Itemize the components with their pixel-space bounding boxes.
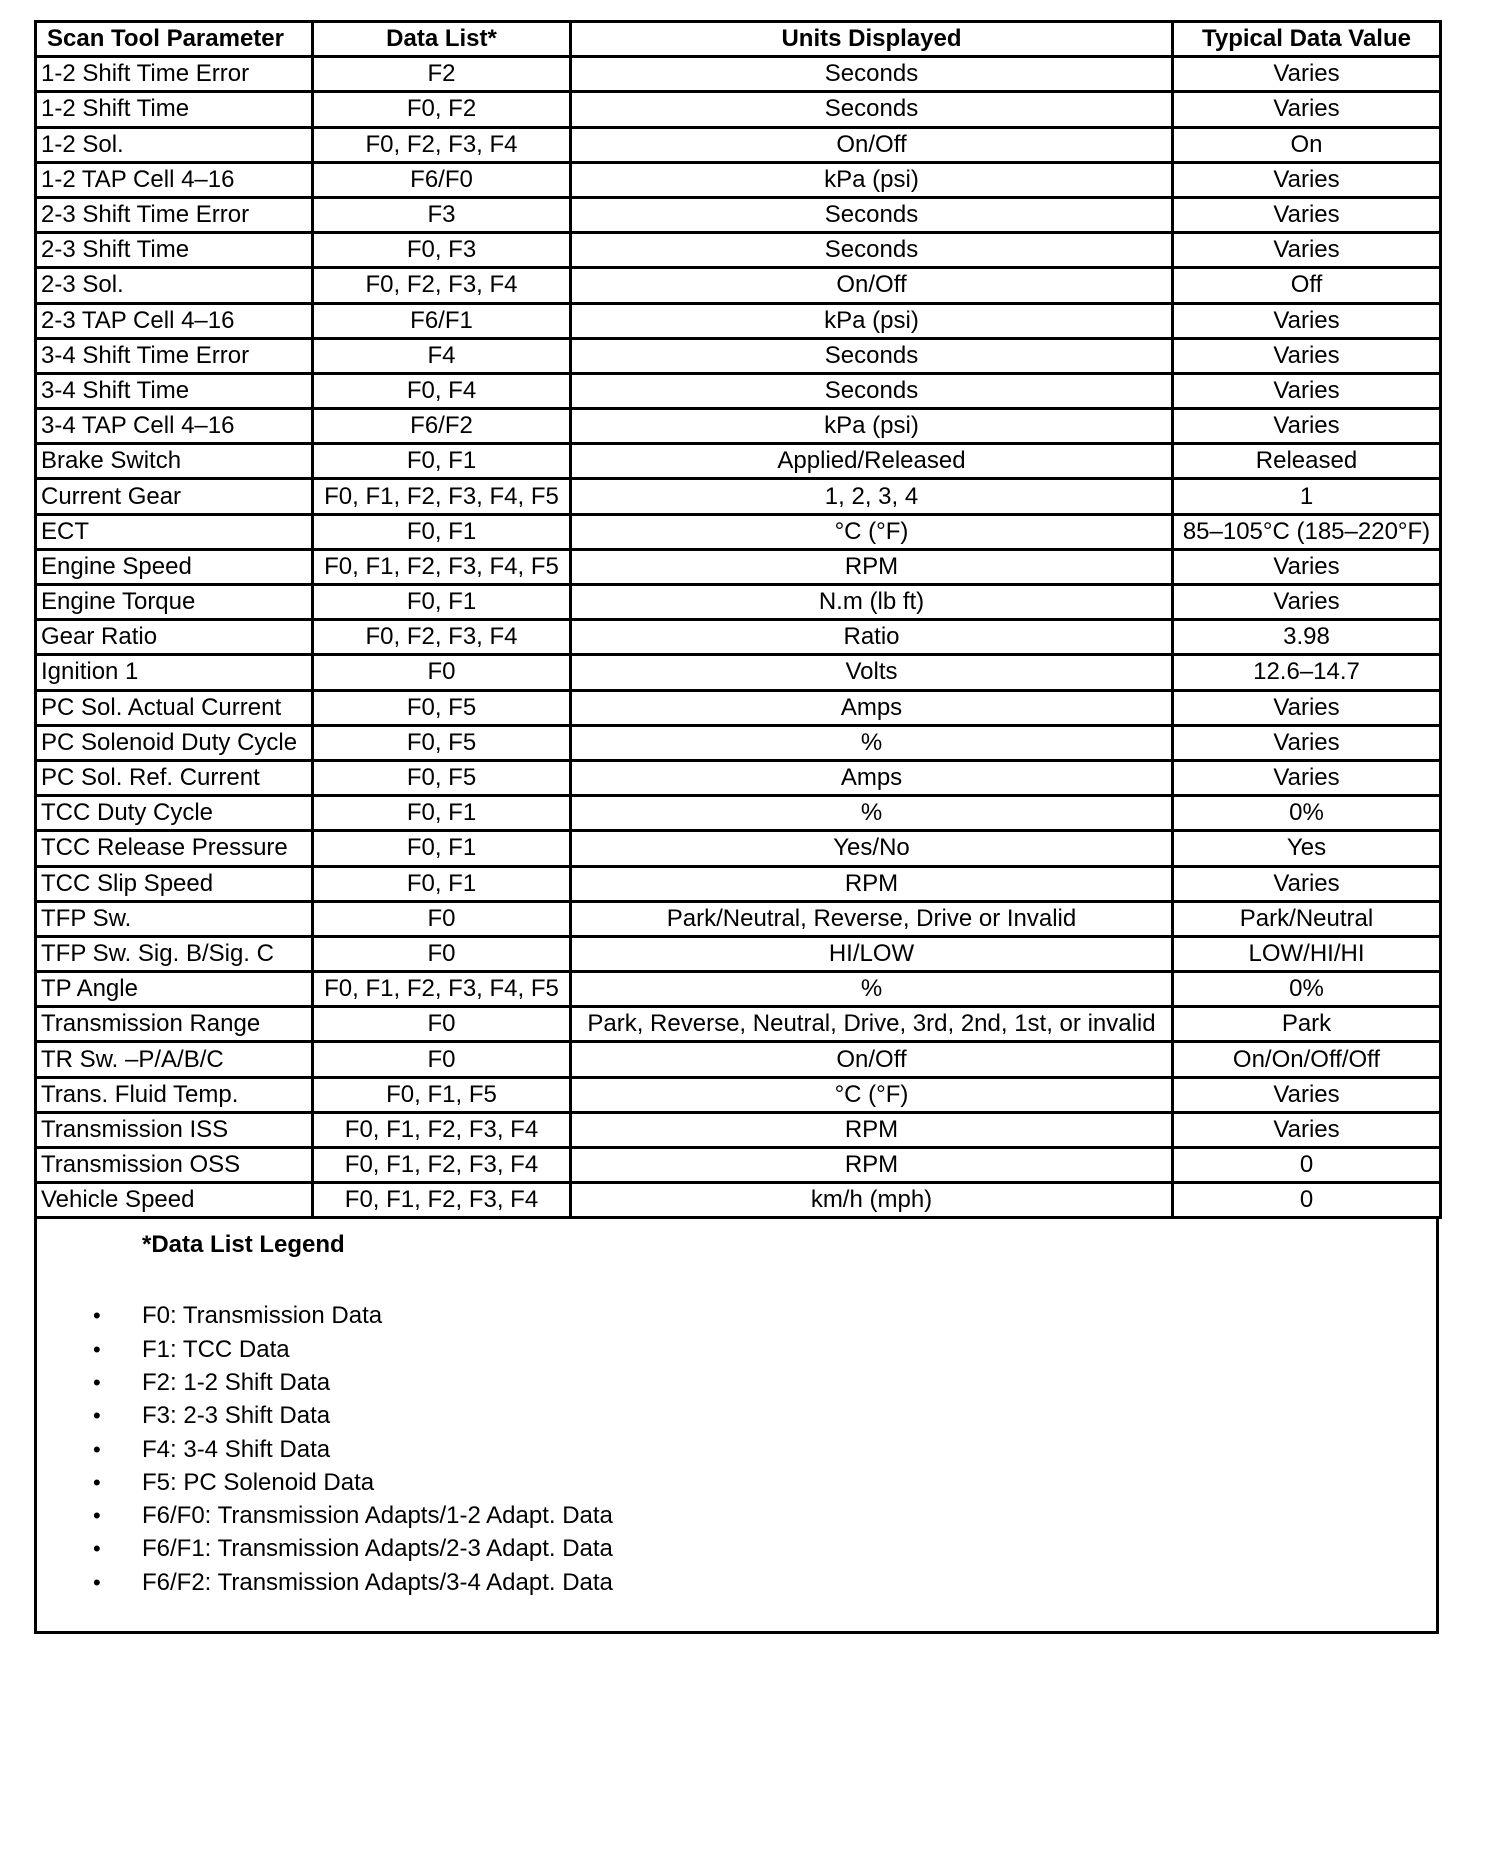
data-list-cell: F0, F5 (313, 690, 571, 725)
legend-item-text: F4: 3-4 Shift Data (142, 1435, 331, 1463)
bullet-icon: • (93, 1503, 101, 1529)
parameter-cell: PC Sol. Actual Current (36, 690, 313, 725)
parameter-cell: Transmission OSS (36, 1148, 313, 1183)
data-list-cell: F6/F0 (313, 162, 571, 197)
parameter-cell: Brake Switch (36, 444, 313, 479)
typical-value-cell: 0 (1173, 1148, 1441, 1183)
table-row (36, 92, 1441, 127)
typical-value-cell: Varies (1173, 162, 1441, 197)
data-list-cell: F0 (313, 655, 571, 690)
units-cell: On/Off (571, 1042, 1173, 1077)
table-row (36, 1042, 1441, 1077)
table-row (36, 338, 1441, 373)
data-list-cell: F0, F1 (313, 866, 571, 901)
parameter-cell: TR Sw. –P/A/B/C (36, 1042, 313, 1077)
legend-item (37, 1366, 613, 1399)
parameter-cell: 3-4 Shift Time (36, 373, 313, 408)
parameter-cell: Vehicle Speed (36, 1183, 313, 1218)
typical-value-cell: 0% (1173, 972, 1441, 1007)
data-list-cell: F0, F1 (313, 796, 571, 831)
parameter-cell: 2-3 Sol. (36, 268, 313, 303)
scan-tool-data-sheet (34, 20, 1439, 1634)
legend-item-text: F6/F1: Transmission Adapts/2-3 Adapt. Data (142, 1535, 613, 1563)
typical-value-cell: Varies (1173, 92, 1441, 127)
units-cell: RPM (571, 1148, 1173, 1183)
bullet-icon: • (93, 1436, 101, 1462)
units-cell: °C (°F) (571, 514, 1173, 549)
units-cell: °C (°F) (571, 1077, 1173, 1112)
data-list-cell: F0, F5 (313, 760, 571, 795)
header-typical-data-value: Typical Data Value (1173, 22, 1441, 57)
parameter-cell: PC Sol. Ref. Current (36, 760, 313, 795)
units-cell: Seconds (571, 233, 1173, 268)
table-row (36, 409, 1441, 444)
parameter-cell: 2-3 Shift Time Error (36, 197, 313, 232)
header-units-displayed: Units Displayed (571, 22, 1173, 57)
parameter-cell: Engine Torque (36, 585, 313, 620)
bullet-icon: • (93, 1403, 101, 1429)
typical-value-cell: Varies (1173, 197, 1441, 232)
header-scan-tool-parameter: Scan Tool Parameter (36, 22, 313, 57)
data-list-cell: F0, F1 (313, 514, 571, 549)
data-list-cell: F0, F2, F3, F4 (313, 620, 571, 655)
units-cell: 1, 2, 3, 4 (571, 479, 1173, 514)
data-list-cell: F0, F1 (313, 585, 571, 620)
data-list-cell: F0, F1, F2, F3, F4 (313, 1148, 571, 1183)
typical-value-cell: Varies (1173, 690, 1441, 725)
units-cell: Amps (571, 760, 1173, 795)
typical-value-cell: 85–105°C (185–220°F) (1173, 514, 1441, 549)
parameter-cell: ECT (36, 514, 313, 549)
units-cell: Park/Neutral, Reverse, Drive or Invalid (571, 901, 1173, 936)
legend-item-text: F1: TCC Data (142, 1335, 290, 1363)
typical-value-cell: Varies (1173, 549, 1441, 584)
units-cell: RPM (571, 866, 1173, 901)
units-cell: RPM (571, 1112, 1173, 1147)
legend-item-text: F6/F0: Transmission Adapts/1-2 Adapt. Data (142, 1502, 613, 1530)
typical-value-cell: Off (1173, 268, 1441, 303)
typical-value-cell: 1 (1173, 479, 1441, 514)
parameter-cell: 1-2 Sol. (36, 127, 313, 162)
units-cell: On/Off (571, 268, 1173, 303)
units-cell: Volts (571, 655, 1173, 690)
parameter-cell: TFP Sw. Sig. B/Sig. C (36, 936, 313, 971)
bullet-icon: • (93, 1469, 101, 1495)
data-list-cell: F0, F1, F5 (313, 1077, 571, 1112)
units-cell: kPa (psi) (571, 409, 1173, 444)
data-list-cell: F0 (313, 936, 571, 971)
parameter-cell: Transmission ISS (36, 1112, 313, 1147)
parameter-cell: Engine Speed (36, 549, 313, 584)
legend-item (37, 1466, 613, 1499)
data-list-cell: F0, F2, F3, F4 (313, 268, 571, 303)
units-cell: kPa (psi) (571, 303, 1173, 338)
typical-value-cell: Varies (1173, 233, 1441, 268)
typical-value-cell: Park/Neutral (1173, 901, 1441, 936)
bullet-icon: • (93, 1569, 101, 1595)
bullet-icon: • (93, 1369, 101, 1395)
parameter-cell: 2-3 Shift Time (36, 233, 313, 268)
legend-item-text: F3: 2-3 Shift Data (142, 1402, 331, 1430)
legend-item-text: F6/F2: Transmission Adapts/3-4 Adapt. Data (142, 1568, 613, 1596)
parameter-cell: 1-2 Shift Time Error (36, 57, 313, 92)
units-cell: Seconds (571, 57, 1173, 92)
legend-item-text: F2: 1-2 Shift Data (142, 1368, 331, 1396)
table-row (36, 901, 1441, 936)
table-body (36, 57, 1441, 1218)
table-row (36, 549, 1441, 584)
table-row (36, 127, 1441, 162)
data-list-cell: F0, F1 (313, 831, 571, 866)
data-list-cell: F0, F2 (313, 92, 571, 127)
units-cell: Park, Reverse, Neutral, Drive, 3rd, 2nd, 1st, or invalid (571, 1007, 1173, 1042)
legend-item (37, 1499, 613, 1532)
table-row (36, 1007, 1441, 1042)
table-row (36, 725, 1441, 760)
typical-value-cell: Varies (1173, 303, 1441, 338)
units-cell: Seconds (571, 338, 1173, 373)
typical-value-cell: Varies (1173, 585, 1441, 620)
units-cell: Ratio (571, 620, 1173, 655)
scan-tool-data-table (34, 20, 1442, 1219)
typical-value-cell: Varies (1173, 409, 1441, 444)
data-list-cell: F0, F1, F2, F3, F4, F5 (313, 479, 571, 514)
data-list-cell: F0, F5 (313, 725, 571, 760)
data-list-cell: F0, F1, F2, F3, F4 (313, 1112, 571, 1147)
table-row (36, 268, 1441, 303)
data-list-cell: F2 (313, 57, 571, 92)
parameter-cell: 3-4 Shift Time Error (36, 338, 313, 373)
table-row (36, 1183, 1441, 1218)
units-cell: kPa (psi) (571, 162, 1173, 197)
table-row (36, 57, 1441, 92)
parameter-cell: Current Gear (36, 479, 313, 514)
typical-value-cell: On (1173, 127, 1441, 162)
legend-item (37, 1532, 613, 1565)
table-row (36, 444, 1441, 479)
units-cell: Seconds (571, 373, 1173, 408)
table-row (36, 1112, 1441, 1147)
table-row (36, 760, 1441, 795)
table-row (36, 233, 1441, 268)
data-list-cell: F0 (313, 901, 571, 936)
table-row (36, 831, 1441, 866)
table-row (36, 303, 1441, 338)
typical-value-cell: Released (1173, 444, 1441, 479)
parameter-cell: TCC Release Pressure (36, 831, 313, 866)
parameter-cell: PC Solenoid Duty Cycle (36, 725, 313, 760)
units-cell: N.m (lb ft) (571, 585, 1173, 620)
table-row (36, 690, 1441, 725)
data-list-cell: F0 (313, 1042, 571, 1077)
units-cell: On/Off (571, 127, 1173, 162)
units-cell: Seconds (571, 197, 1173, 232)
parameter-cell: 1-2 TAP Cell 4–16 (36, 162, 313, 197)
legend-item (37, 1399, 613, 1432)
data-list-cell: F0, F1, F2, F3, F4, F5 (313, 549, 571, 584)
table-row (36, 866, 1441, 901)
typical-value-cell: Varies (1173, 338, 1441, 373)
legend-list (37, 1299, 613, 1599)
parameter-cell: 3-4 TAP Cell 4–16 (36, 409, 313, 444)
typical-value-cell: Varies (1173, 866, 1441, 901)
data-list-cell: F3 (313, 197, 571, 232)
table-row (36, 479, 1441, 514)
bullet-icon: • (93, 1336, 101, 1362)
typical-value-cell: LOW/HI/HI (1173, 936, 1441, 971)
typical-value-cell: 0 (1173, 1183, 1441, 1218)
data-list-cell: F4 (313, 338, 571, 373)
parameter-cell: TFP Sw. (36, 901, 313, 936)
typical-value-cell: Varies (1173, 760, 1441, 795)
data-list-cell: F0 (313, 1007, 571, 1042)
typical-value-cell: Varies (1173, 1112, 1441, 1147)
table-row (36, 585, 1441, 620)
typical-value-cell: On/On/Off/Off (1173, 1042, 1441, 1077)
table-row (36, 1148, 1441, 1183)
typical-value-cell: Varies (1173, 725, 1441, 760)
legend-item (37, 1566, 613, 1599)
data-list-cell: F0, F1 (313, 444, 571, 479)
table-header-row (36, 22, 1441, 57)
table-row (36, 655, 1441, 690)
table-row (36, 197, 1441, 232)
data-list-legend (34, 1219, 1439, 1634)
data-list-cell: F0, F3 (313, 233, 571, 268)
table-row (36, 796, 1441, 831)
parameter-cell: TP Angle (36, 972, 313, 1007)
legend-title: *Data List Legend (142, 1231, 345, 1259)
table-row (36, 1077, 1441, 1112)
units-cell: Seconds (571, 92, 1173, 127)
units-cell: RPM (571, 549, 1173, 584)
table-row (36, 620, 1441, 655)
legend-item-text: F0: Transmission Data (142, 1302, 383, 1330)
legend-item (37, 1299, 613, 1332)
legend-item (37, 1333, 613, 1366)
parameter-cell: TCC Duty Cycle (36, 796, 313, 831)
data-list-cell: F0, F4 (313, 373, 571, 408)
parameter-cell: TCC Slip Speed (36, 866, 313, 901)
bullet-icon: • (93, 1303, 101, 1329)
table-row (36, 514, 1441, 549)
data-list-cell: F0, F2, F3, F4 (313, 127, 571, 162)
units-cell: % (571, 796, 1173, 831)
bullet-icon: • (93, 1536, 101, 1562)
typical-value-cell: Varies (1173, 373, 1441, 408)
typical-value-cell: 0% (1173, 796, 1441, 831)
typical-value-cell: 3.98 (1173, 620, 1441, 655)
table-row (36, 972, 1441, 1007)
units-cell: % (571, 972, 1173, 1007)
data-list-cell: F0, F1, F2, F3, F4, F5 (313, 972, 571, 1007)
typical-value-cell: 12.6–14.7 (1173, 655, 1441, 690)
table-row (36, 936, 1441, 971)
typical-value-cell: Yes (1173, 831, 1441, 866)
parameter-cell: 1-2 Shift Time (36, 92, 313, 127)
typical-value-cell: Park (1173, 1007, 1441, 1042)
legend-item-text: F5: PC Solenoid Data (142, 1468, 375, 1496)
units-cell: Yes/No (571, 831, 1173, 866)
parameter-cell: Gear Ratio (36, 620, 313, 655)
units-cell: Applied/Released (571, 444, 1173, 479)
typical-value-cell: Varies (1173, 1077, 1441, 1112)
units-cell: Amps (571, 690, 1173, 725)
typical-value-cell: Varies (1173, 57, 1441, 92)
units-cell: km/h (mph) (571, 1183, 1173, 1218)
data-list-cell: F6/F2 (313, 409, 571, 444)
units-cell: HI/LOW (571, 936, 1173, 971)
table-row (36, 373, 1441, 408)
legend-item (37, 1433, 613, 1466)
units-cell: % (571, 725, 1173, 760)
parameter-cell: Trans. Fluid Temp. (36, 1077, 313, 1112)
parameter-cell: Ignition 1 (36, 655, 313, 690)
table-row (36, 162, 1441, 197)
data-list-cell: F0, F1, F2, F3, F4 (313, 1183, 571, 1218)
data-list-cell: F6/F1 (313, 303, 571, 338)
parameter-cell: 2-3 TAP Cell 4–16 (36, 303, 313, 338)
parameter-cell: Transmission Range (36, 1007, 313, 1042)
header-data-list: Data List* (313, 22, 571, 57)
